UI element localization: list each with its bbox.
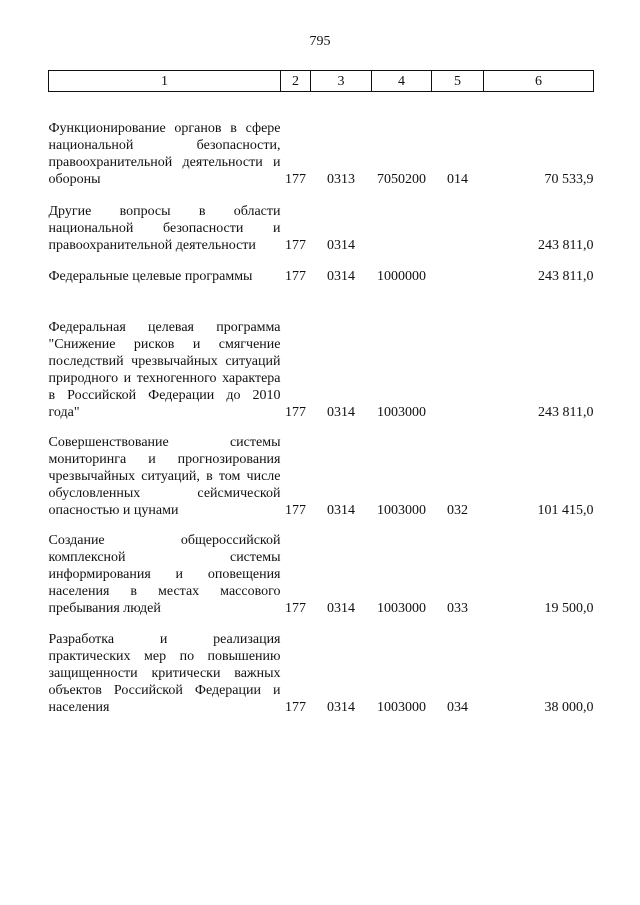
row-code-ministry: 177 — [285, 238, 306, 253]
row-amount: 101 415,0 — [537, 503, 594, 518]
row-code-expense — [432, 254, 484, 285]
row-name: Федеральная целевая программа "Снижение рисков и смягчение последствий чрезвычайных ситуаций природного и техногенного характера в Российской Федерации до 2010 года" — [48, 320, 281, 420]
row-code-expense: 032 — [447, 503, 468, 518]
table-row — [49, 254, 594, 285]
table-row — [49, 421, 594, 519]
table-row — [49, 617, 594, 716]
row-code-ministry: 177 — [285, 172, 306, 187]
row-code-target: 1003000 — [377, 503, 426, 518]
row-code-expense: 014 — [447, 172, 468, 187]
row-code-section: 0314 — [327, 238, 355, 253]
budget-table — [48, 70, 594, 716]
row-name: Совершенствование системы мониторинга и прогнозирования чрезвычайных ситуаций, в том числе обусловленных сейсмической опасностью и цунами — [48, 435, 281, 518]
row-amount: 243 811,0 — [538, 269, 594, 284]
header-col-3: 3 — [311, 71, 372, 92]
row-code-expense — [432, 285, 484, 421]
header-col-5: 5 — [432, 71, 484, 92]
row-code-ministry: 177 — [285, 405, 306, 420]
row-code-expense: 034 — [447, 700, 468, 715]
row-amount: 19 500,0 — [544, 601, 594, 616]
row-amount: 243 811,0 — [538, 238, 594, 253]
row-code-target: 1003000 — [377, 700, 426, 715]
row-code-section: 0314 — [327, 700, 355, 715]
row-code-section: 0314 — [327, 405, 355, 420]
table-row — [49, 188, 594, 254]
row-code-ministry: 177 — [285, 601, 306, 616]
row-amount: 243 811,0 — [538, 405, 594, 420]
row-code-expense — [432, 188, 484, 254]
header-col-4: 4 — [372, 71, 432, 92]
row-code-target: 1003000 — [377, 601, 426, 616]
header-col-2: 2 — [281, 71, 311, 92]
row-code-section: 0314 — [327, 503, 355, 518]
header-col-1: 1 — [49, 71, 281, 92]
page-number: 795 — [309, 34, 331, 49]
table-row — [49, 285, 594, 421]
row-code-ministry: 177 — [285, 700, 306, 715]
row-code-target: 7050200 — [377, 172, 426, 187]
table-row — [49, 519, 594, 617]
row-code-expense: 033 — [447, 601, 468, 616]
row-code-section: 0313 — [327, 172, 355, 187]
row-name: Разработка и реализация практических мер по повышению защищенности критически важных объектов Российской Федерации и населения — [48, 632, 281, 715]
row-code-target — [372, 188, 432, 254]
row-amount: 70 533,9 — [544, 172, 594, 187]
row-name: Создание общероссийской комплексной системы информирования и оповещения населения в местах массового пребывания людей — [48, 533, 281, 616]
header-col-6: 6 — [484, 71, 594, 92]
table-row — [49, 92, 594, 189]
row-code-section: 0314 — [327, 601, 355, 616]
row-code-target: 1000000 — [377, 269, 426, 284]
row-code-target: 1003000 — [377, 405, 426, 420]
row-name: Федеральные целевые программы — [48, 269, 253, 284]
row-name: Другие вопросы в области национальной безопасности и правоохранительной деятельности — [48, 204, 281, 253]
row-code-ministry: 177 — [285, 503, 306, 518]
row-name: Функционирование органов в сфере национальной безопасности, правоохранительной деятельности и обороны — [48, 121, 281, 187]
row-code-ministry: 177 — [285, 269, 306, 284]
header-row — [49, 71, 594, 92]
row-amount: 38 000,0 — [544, 700, 594, 715]
row-code-section: 0314 — [327, 269, 355, 284]
